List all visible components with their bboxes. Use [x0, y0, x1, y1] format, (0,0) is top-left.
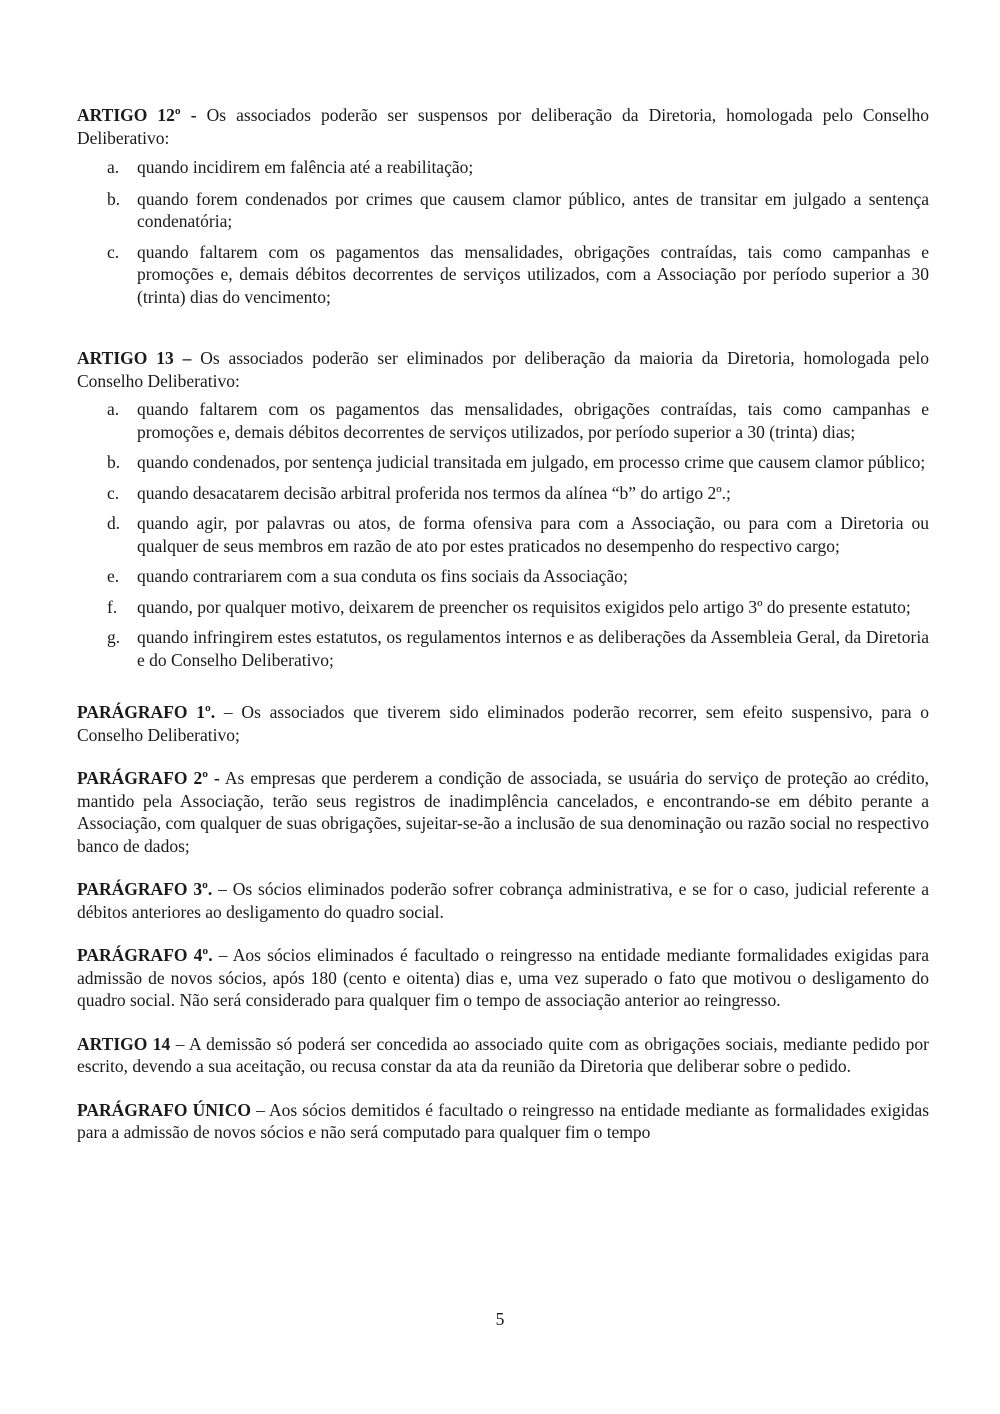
paragraph-1-text-block	[77, 701, 929, 746]
item-text: quando faltarem com os pagamentos das mensalidades, obrigações contraídas, tais como campanhas e promoções e, demais débitos decorrentes de serviços utilizados, por período superior a 30 (trinta) dias;	[137, 399, 929, 442]
page-number: 5	[495, 1309, 505, 1329]
article-14-text-block	[77, 1033, 929, 1078]
page-content	[77, 104, 929, 1144]
article-14-text: – A demissão só poderá ser concedida ao associado quite com as obrigações sociais, mediante pedido por escrito, devendo a sua aceitação, ou recusa constar da ata da reunião da Diretoria que deliberar sobre o pedido.	[77, 1033, 929, 1076]
paragraph-unico-text-block	[77, 1099, 929, 1144]
article-14-heading: ARTIGO 14	[77, 1033, 171, 1054]
item-text: quando forem condenados por crimes que causem clamor público, antes de transitar em julgado a sentença condenatória;	[137, 188, 929, 231]
paragraph-3-heading: PARÁGRAFO 3º.	[77, 879, 213, 899]
item-letter: b.	[107, 452, 121, 472]
article-13-item-f	[77, 596, 929, 619]
paragraph-3-text-block	[77, 878, 929, 923]
item-text: quando incidirem em falência até a reabilitação;	[137, 157, 474, 177]
paragraph-3-text: – Os sócios eliminados poderão sofrer cobrança administrativa, e se for o caso, judicial referente a débitos anteriores ao desligamento do quadro social.	[77, 879, 929, 922]
article-13-heading: ARTIGO 13 –	[77, 348, 192, 368]
article-13-item-b	[77, 451, 929, 474]
item-letter: a.	[107, 157, 120, 177]
item-text: quando desacatarem decisão arbitral proferida nos termos da alínea “b” do artigo 2º.;	[137, 482, 731, 503]
paragraph-4-heading: PARÁGRAFO 4º.	[77, 945, 213, 965]
item-letter: c.	[107, 241, 120, 262]
article-13-text: Os associados poderão ser eliminados por deliberação da maioria da Diretoria, homologada pelo Conselho Deliberativo:	[77, 348, 929, 391]
item-letter: b.	[107, 188, 121, 209]
item-text: quando, por qualquer motivo, deixarem de preencher os requisitos exigidos pelo artigo 3º do presente estatuto;	[137, 596, 911, 617]
item-text: quando agir, por palavras ou atos, de forma ofensiva para com a Associação, ou para com a Diretoria ou qualquer de seus membros em razão de ato por estes praticados no desempenho do respectivo cargo;	[137, 513, 929, 556]
article-12-item-c	[77, 241, 929, 309]
paragraph-1-heading: PARÁGRAFO 1º.	[77, 702, 216, 722]
article-13-item-d	[77, 512, 929, 557]
paragraph-3	[77, 878, 929, 923]
article-12-items	[77, 156, 929, 308]
article-12-item-b	[77, 188, 929, 233]
item-letter: f.	[107, 596, 118, 617]
item-text: quando faltarem com os pagamentos das mensalidades, obrigações contraídas, tais como campanhas e promoções e, demais débitos decorrentes de serviços utilizados, com a Associação por período superior a 30 (trinta) dias do vencimento;	[137, 241, 929, 307]
article-14	[77, 1033, 929, 1078]
article-12-item-a	[77, 156, 929, 179]
article-12-text: Os associados poderão ser suspensos por deliberação da Diretoria, homologada pelo Conselho Deliberativo:	[77, 105, 929, 148]
item-letter: c.	[107, 482, 120, 503]
article-13	[77, 347, 929, 671]
paragraph-4-text: – Aos sócios eliminados é facultado o reingresso na entidade mediante formalidades exigidas para admissão de novos sócios, após 180 (cento e oitenta) dias e, uma vez superado o fato que motivou o desligamento do quadro social. Não será considerado para qualquer fim o tempo de associação anterior ao reingresso.	[77, 945, 929, 1010]
article-13-item-c	[77, 482, 929, 505]
paragraph-4-text-block	[77, 944, 929, 1012]
paragraph-unico	[77, 1099, 929, 1144]
item-text: quando condenados, por sentença judicial transitada em julgado, em processo crime que causem clamor público;	[137, 452, 926, 472]
item-letter: d.	[107, 513, 121, 533]
article-12-intro	[77, 104, 929, 149]
paragraph-unico-heading: PARÁGRAFO ÚNICO	[77, 1099, 251, 1120]
item-text: quando contrariarem com a sua conduta os fins sociais da Associação;	[137, 566, 628, 586]
paragraph-2	[77, 767, 929, 857]
paragraph-4	[77, 944, 929, 1012]
paragraph-1	[77, 701, 929, 746]
item-letter: e.	[107, 566, 120, 586]
article-13-intro	[77, 347, 929, 392]
item-letter: a.	[107, 399, 120, 419]
item-letter: g.	[107, 627, 121, 647]
article-13-item-e	[77, 565, 929, 588]
paragraph-unico-text: – Aos sócios demitidos é facultado o reingresso na entidade mediante as formalidades exigidas para a admissão de novos sócios e não será computado para qualquer fim o tempo	[77, 1099, 929, 1142]
article-12	[77, 104, 929, 308]
article-13-item-g	[77, 626, 929, 671]
article-12-heading: ARTIGO 12º -	[77, 105, 197, 125]
paragraph-2-text: As empresas que perderem a condição de associada, se usuária do serviço de proteção ao crédito, mantido pela Associação, terão seus registros de inadimplência cancelados, e encontrando-se em débito perante a Associação, com qualquer de suas obrigações, sujeitar-se-ão a inclusão de sua denominação ou razão social no respectivo banco de dados;	[77, 768, 929, 856]
paragraph-1-text: – Os associados que tiverem sido eliminados poderão recorrer, sem efeito suspensivo, para o Conselho Deliberativo;	[77, 702, 929, 745]
item-text: quando infringirem estes estatutos, os regulamentos internos e as deliberações da Assembleia Geral, da Diretoria e do Conselho Deliberativo;	[137, 627, 929, 670]
paragraph-2-heading: PARÁGRAFO 2º -	[77, 768, 220, 788]
article-13-item-a	[77, 398, 929, 443]
article-13-items	[77, 398, 929, 671]
paragraph-2-text-block	[77, 767, 929, 857]
